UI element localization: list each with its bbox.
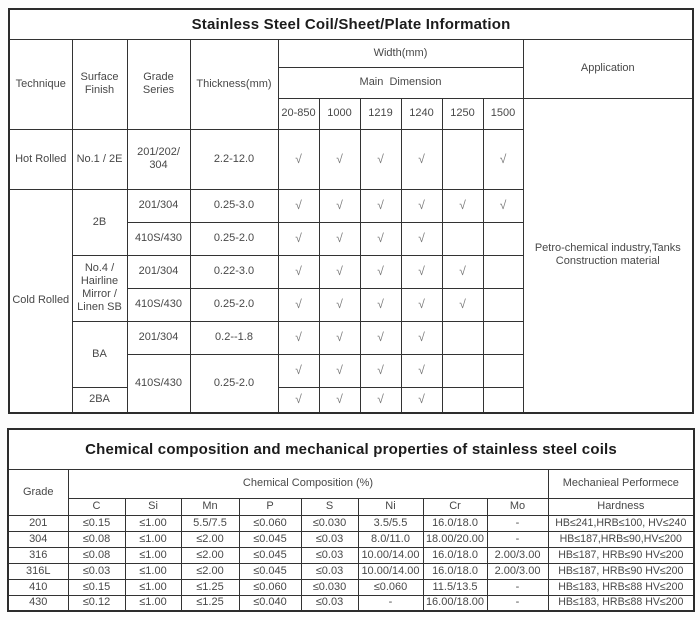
- thickness-cell: 0.25-2.0: [190, 288, 278, 321]
- value-cell: ≤0.12: [68, 595, 125, 611]
- check-cell: √: [319, 288, 360, 321]
- table-row: [8, 579, 694, 595]
- table-row: [8, 547, 694, 563]
- check-cell: √: [442, 189, 483, 222]
- value-cell: -: [487, 515, 548, 531]
- check-cell: √: [319, 387, 360, 413]
- value-cell: ≤1.00: [125, 515, 181, 531]
- width-value-header: 20-850: [278, 98, 319, 129]
- value-cell: ≤0.045: [239, 531, 301, 547]
- value-cell: ≤0.03: [301, 531, 358, 547]
- table-row: [8, 531, 694, 547]
- value-cell: -: [487, 579, 548, 595]
- grade-series-cell: 410S/430: [127, 288, 190, 321]
- check-cell: √: [319, 354, 360, 387]
- hardness-cell: HB≤187,HRB≤90,HV≤200: [548, 531, 694, 547]
- surface-finish-cell: No.4 / Hairline Mirror / Linen SB: [72, 255, 127, 321]
- element-header: Cr: [423, 498, 487, 515]
- value-cell: -: [358, 595, 423, 611]
- hardness-cell: HB≤241,HRB≤100, HV≤240: [548, 515, 694, 531]
- value-cell: 2.00/3.00: [487, 563, 548, 579]
- check-cell: [442, 354, 483, 387]
- hardness-cell: HB≤183, HRB≤88 HV≤200: [548, 579, 694, 595]
- check-cell: √: [401, 387, 442, 413]
- thickness-cell: 0.25-2.0: [190, 222, 278, 255]
- value-cell: 18.00/20.00: [423, 531, 487, 547]
- hardness-cell: HB≤187, HRB≤90 HV≤200: [548, 563, 694, 579]
- element-header: P: [239, 498, 301, 515]
- value-cell: ≤0.08: [68, 547, 125, 563]
- value-cell: 16.00/18.00: [423, 595, 487, 611]
- check-cell: √: [401, 129, 442, 189]
- check-cell: [483, 387, 523, 413]
- check-cell: [442, 321, 483, 354]
- surface-finish-cell: 2BA: [72, 387, 127, 413]
- col-header-composition: Chemical Composition (%): [68, 469, 548, 498]
- value-cell: ≤1.25: [181, 579, 239, 595]
- value-cell: 10.00/14.00: [358, 547, 423, 563]
- application-cell: Petro-chemical industry,Tanks Construction material: [523, 98, 693, 413]
- info-table: [8, 8, 694, 414]
- value-cell: ≤1.00: [125, 595, 181, 611]
- table-row: [8, 515, 694, 531]
- check-cell: [442, 387, 483, 413]
- check-cell: √: [483, 129, 523, 189]
- check-cell: √: [319, 189, 360, 222]
- grade-cell: 430: [8, 595, 68, 611]
- technique-cell: Cold Rolled: [9, 189, 72, 413]
- value-cell: ≤0.03: [301, 547, 358, 563]
- check-cell: √: [319, 129, 360, 189]
- hardness-cell: HB≤183, HRB≤88 HV≤200: [548, 595, 694, 611]
- col-header-application: Application: [523, 39, 693, 98]
- grade-cell: 316: [8, 547, 68, 563]
- surface-finish-cell: 2B: [72, 189, 127, 255]
- check-cell: √: [278, 354, 319, 387]
- value-cell: ≤0.15: [68, 579, 125, 595]
- element-header: Ni: [358, 498, 423, 515]
- value-cell: ≤0.060: [239, 515, 301, 531]
- value-cell: 11.5/13.5: [423, 579, 487, 595]
- value-cell: 2.00/3.00: [487, 547, 548, 563]
- value-cell: ≤1.00: [125, 531, 181, 547]
- col-header-technique: Technique: [9, 39, 72, 129]
- hardness-cell: HB≤187, HRB≤90 HV≤200: [548, 547, 694, 563]
- check-cell: [442, 222, 483, 255]
- grade-cell: 304: [8, 531, 68, 547]
- check-cell: [483, 288, 523, 321]
- check-cell: √: [319, 321, 360, 354]
- col-header-grade-series: Grade Series: [127, 39, 190, 129]
- value-cell: ≤0.03: [301, 595, 358, 611]
- surface-finish-cell: BA: [72, 321, 127, 387]
- value-cell: -: [487, 595, 548, 611]
- check-cell: √: [278, 288, 319, 321]
- element-header: C: [68, 498, 125, 515]
- value-cell: ≤1.00: [125, 563, 181, 579]
- width-value-header: 1240: [401, 98, 442, 129]
- check-cell: √: [319, 222, 360, 255]
- value-cell: 10.00/14.00: [358, 563, 423, 579]
- check-cell: √: [401, 255, 442, 288]
- col-header-performance: Mechanieal Performece: [548, 469, 694, 498]
- value-cell: ≤0.03: [301, 563, 358, 579]
- check-cell: √: [360, 189, 401, 222]
- check-cell: √: [360, 222, 401, 255]
- check-cell: √: [278, 255, 319, 288]
- thickness-cell: 0.2--1.8: [190, 321, 278, 354]
- value-cell: ≤0.060: [358, 579, 423, 595]
- grade-series-cell: 201/304: [127, 321, 190, 354]
- check-cell: √: [401, 354, 442, 387]
- thickness-cell: 2.2-12.0: [190, 129, 278, 189]
- grade-cell: 410: [8, 579, 68, 595]
- thickness-cell: 0.22-3.0: [190, 255, 278, 288]
- width-value-header: 1219: [360, 98, 401, 129]
- check-cell: √: [319, 255, 360, 288]
- value-cell: ≤2.00: [181, 547, 239, 563]
- value-cell: ≤1.00: [125, 579, 181, 595]
- value-cell: ≤1.00: [125, 547, 181, 563]
- check-cell: √: [360, 354, 401, 387]
- element-header: Mo: [487, 498, 548, 515]
- value-cell: ≤0.045: [239, 563, 301, 579]
- value-cell: 8.0/11.0: [358, 531, 423, 547]
- check-cell: √: [360, 288, 401, 321]
- check-cell: √: [278, 387, 319, 413]
- check-cell: √: [278, 129, 319, 189]
- grade-cell: 316L: [8, 563, 68, 579]
- check-cell: √: [401, 288, 442, 321]
- col-header-surface-finish: Surface Finish: [72, 39, 127, 129]
- info-table-title: Stainless Steel Coil/Sheet/Plate Information: [9, 9, 693, 39]
- technique-cell: Hot Rolled: [9, 129, 72, 189]
- value-cell: 16.0/18.0: [423, 547, 487, 563]
- grade-series-cell: 410S/430: [127, 222, 190, 255]
- value-cell: ≤0.030: [301, 579, 358, 595]
- grade-series-cell: 410S/430: [127, 354, 190, 413]
- value-cell: 16.0/18.0: [423, 515, 487, 531]
- col-header-grade: Grade: [8, 469, 68, 515]
- value-cell: 16.0/18.0: [423, 563, 487, 579]
- surface-finish-cell: No.1 / 2E: [72, 129, 127, 189]
- check-cell: √: [360, 321, 401, 354]
- check-cell: √: [360, 387, 401, 413]
- value-cell: 5.5/7.5: [181, 515, 239, 531]
- value-cell: ≤0.08: [68, 531, 125, 547]
- table-row: [8, 595, 694, 611]
- check-cell: √: [442, 255, 483, 288]
- col-header-hardness: Hardness: [548, 498, 694, 515]
- check-cell: √: [278, 189, 319, 222]
- element-header: S: [301, 498, 358, 515]
- value-cell: 3.5/5.5: [358, 515, 423, 531]
- check-cell: [483, 321, 523, 354]
- check-cell: √: [401, 321, 442, 354]
- width-value-header: 1000: [319, 98, 360, 129]
- check-cell: [483, 222, 523, 255]
- width-value-header: 1250: [442, 98, 483, 129]
- value-cell: ≤0.040: [239, 595, 301, 611]
- check-cell: [483, 354, 523, 387]
- chem-table: [7, 428, 695, 612]
- col-header-thickness: Thickness(mm): [190, 39, 278, 129]
- value-cell: ≤2.00: [181, 531, 239, 547]
- thickness-cell: 0.25-2.0: [190, 354, 278, 413]
- check-cell: √: [401, 189, 442, 222]
- check-cell: [483, 255, 523, 288]
- check-cell: √: [278, 222, 319, 255]
- col-header-width: Width(mm): [278, 39, 523, 67]
- value-cell: ≤2.00: [181, 563, 239, 579]
- element-header: Mn: [181, 498, 239, 515]
- table-row: [8, 563, 694, 579]
- width-value-header: 1500: [483, 98, 523, 129]
- check-cell: √: [278, 321, 319, 354]
- value-cell: ≤0.15: [68, 515, 125, 531]
- check-cell: √: [360, 129, 401, 189]
- check-cell: √: [483, 189, 523, 222]
- check-cell: √: [360, 255, 401, 288]
- element-header: Si: [125, 498, 181, 515]
- value-cell: ≤0.030: [301, 515, 358, 531]
- check-cell: [442, 129, 483, 189]
- value-cell: ≤1.25: [181, 595, 239, 611]
- grade-cell: 201: [8, 515, 68, 531]
- col-header-main-dimension: Main Dimension: [278, 67, 523, 98]
- value-cell: ≤0.045: [239, 547, 301, 563]
- grade-series-cell: 201/304: [127, 255, 190, 288]
- value-cell: ≤0.03: [68, 563, 125, 579]
- grade-series-cell: 201/202/ 304: [127, 129, 190, 189]
- value-cell: -: [487, 531, 548, 547]
- check-cell: √: [442, 288, 483, 321]
- chem-table-title: Chemical composition and mechanical properties of stainless steel coils: [8, 429, 694, 469]
- check-cell: √: [401, 222, 442, 255]
- grade-series-cell: 201/304: [127, 189, 190, 222]
- value-cell: ≤0.060: [239, 579, 301, 595]
- thickness-cell: 0.25-3.0: [190, 189, 278, 222]
